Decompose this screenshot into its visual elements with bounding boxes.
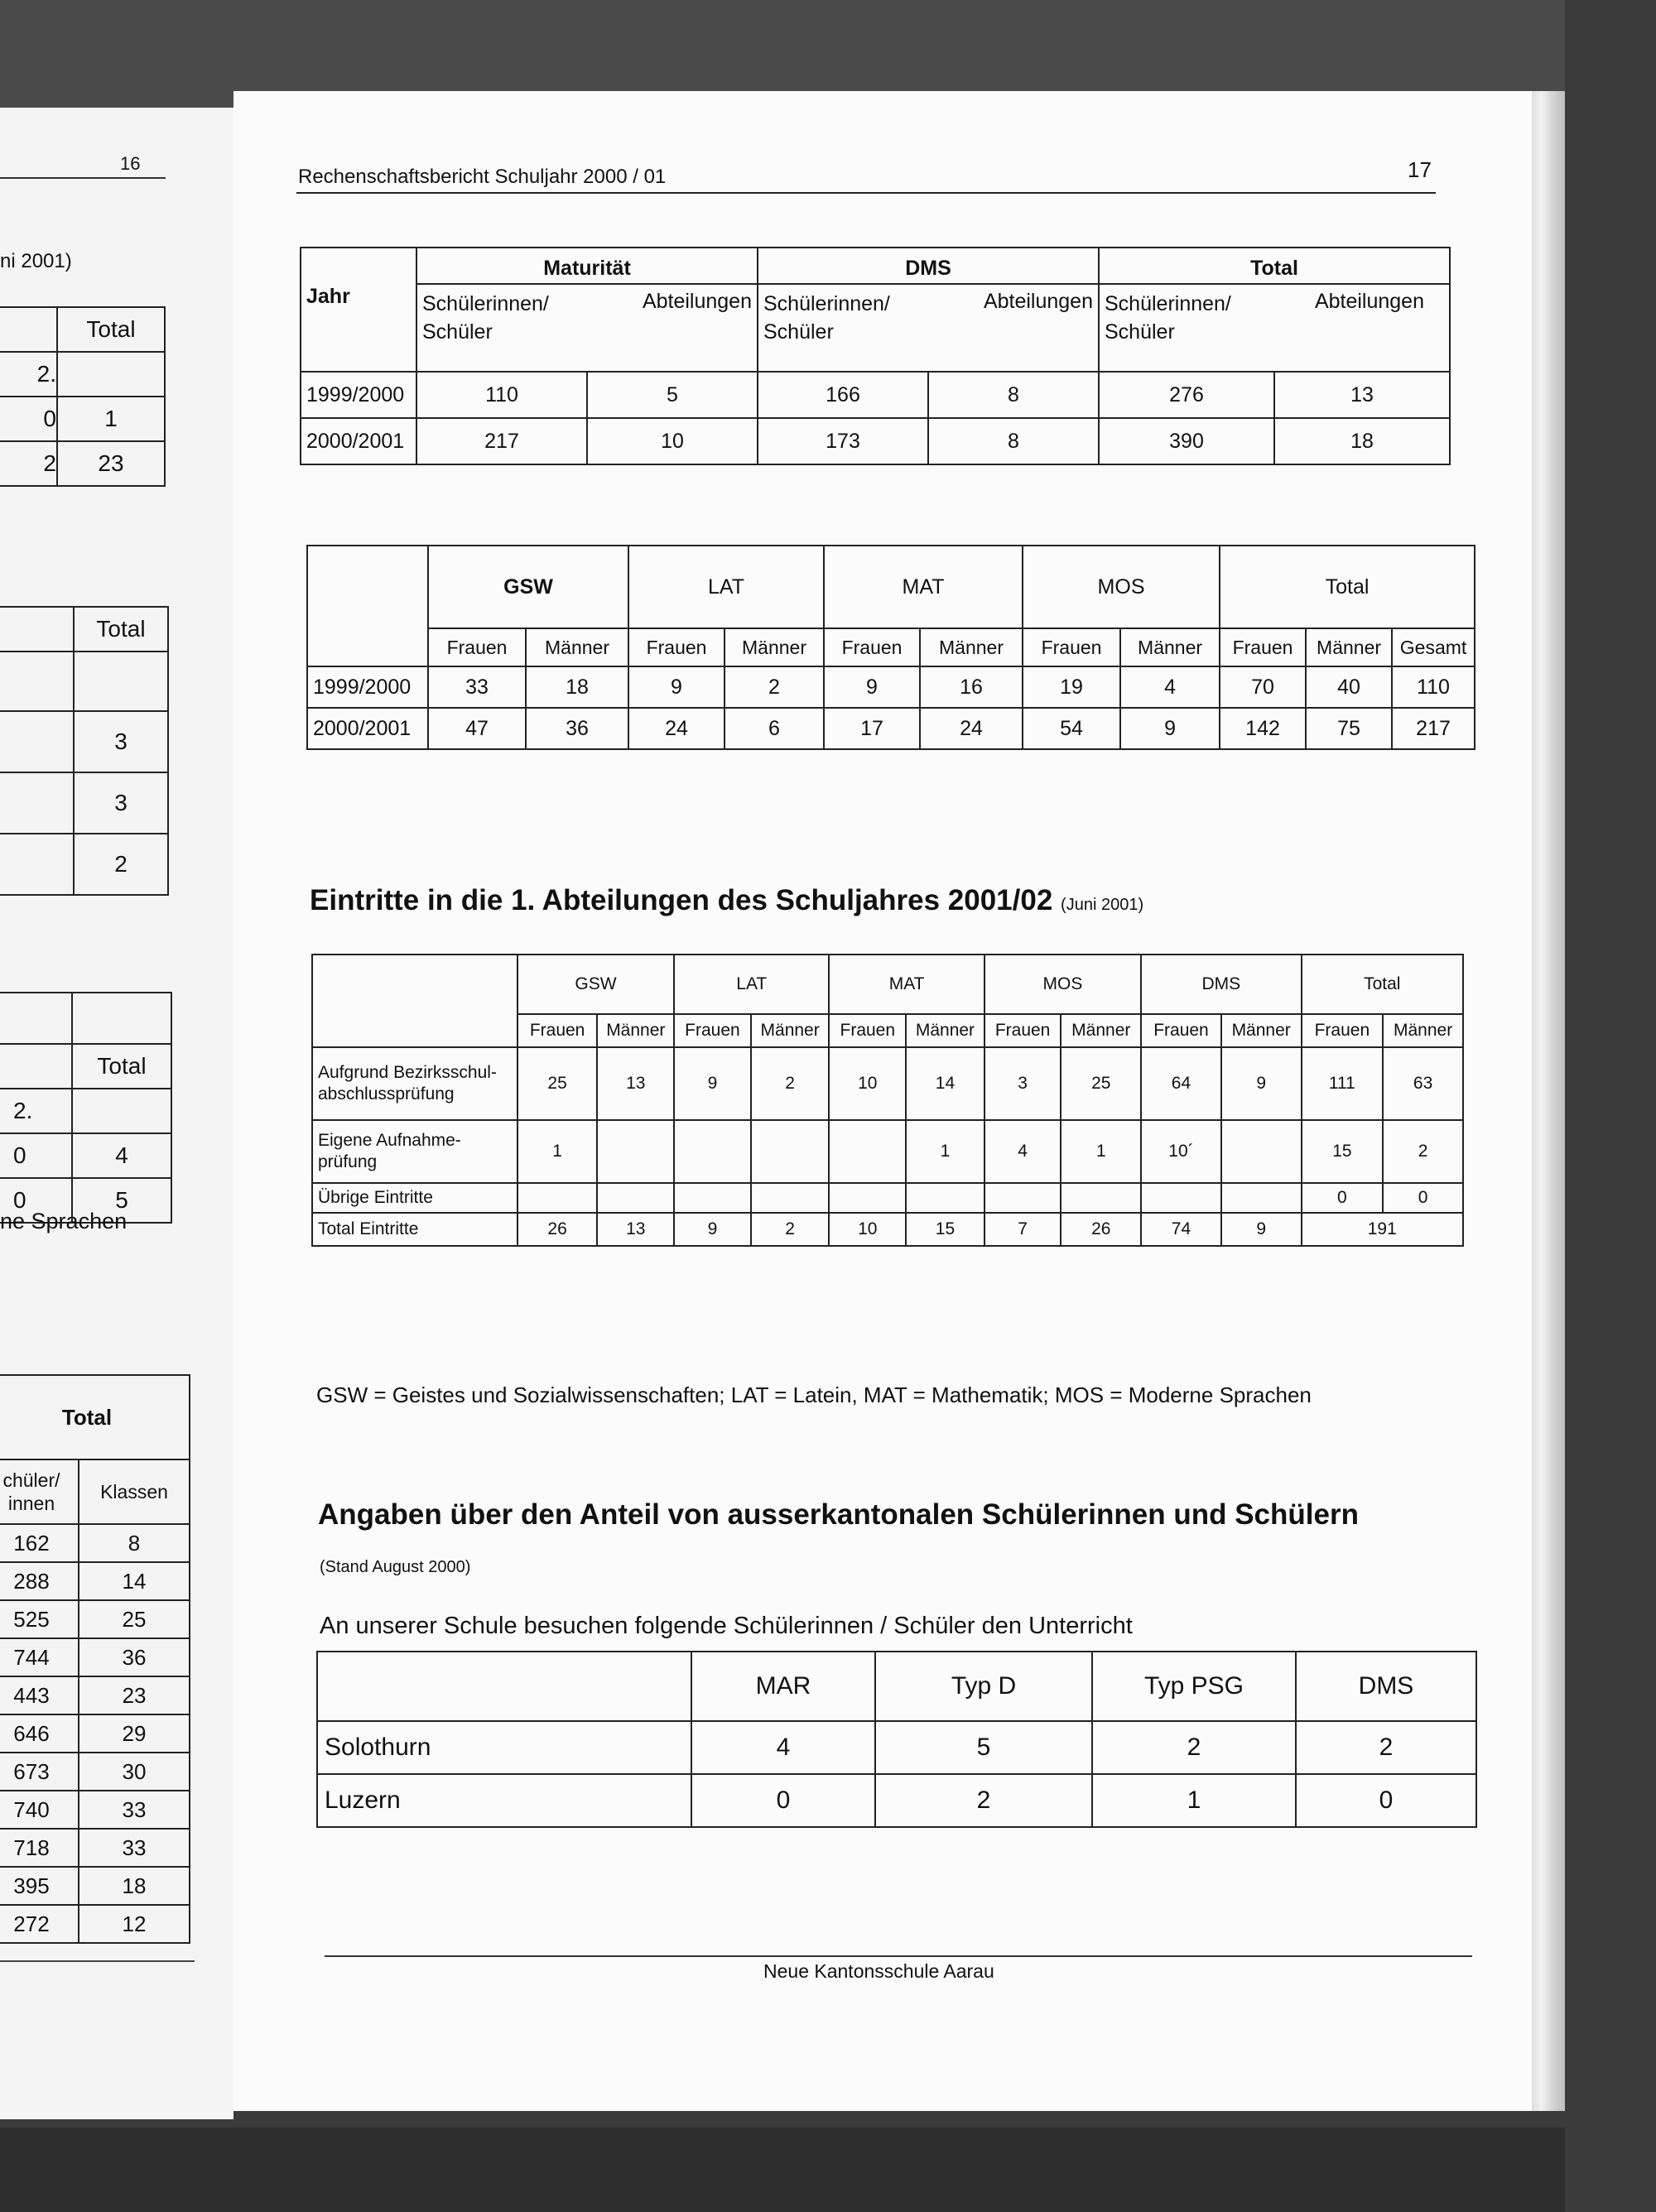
left-table-d: Total chüler/ innen Klassen 162 8 288 14 525 25 744 36 443 23 646 29 673 30 740 33 718 33 395 18 272 12 xyxy=(0,1374,190,1944)
row-label: Aufgrund Bezirksschul- abschlussprüfung xyxy=(312,1047,518,1120)
left-fragment-sprachen: ne Sprachen xyxy=(0,1209,128,1233)
table-row-total xyxy=(312,1213,1463,1246)
subhead-frauen: Frauen xyxy=(1141,1014,1221,1047)
cell: 10 xyxy=(587,418,758,464)
table2-corner xyxy=(307,546,428,666)
cell: 162 xyxy=(0,1524,79,1562)
cell: 24 xyxy=(920,708,1023,749)
group-gsw: GSW xyxy=(428,546,628,628)
table4-corner xyxy=(317,1652,691,1721)
cell: 166 xyxy=(758,372,928,418)
subhead-frauen: Frauen xyxy=(984,1014,1061,1047)
cell: 5 xyxy=(875,1721,1092,1774)
cell: 9 xyxy=(674,1047,751,1120)
table-row xyxy=(0,1600,190,1638)
cell: 70 xyxy=(1220,666,1306,708)
subhead-frauen: Frauen xyxy=(628,628,724,666)
cell: 25 xyxy=(518,1047,598,1120)
cell: 36 xyxy=(79,1638,190,1676)
row-label: Übrige Eintritte xyxy=(312,1183,518,1213)
cell xyxy=(829,1183,906,1213)
subhead-maenner: Männer xyxy=(597,1014,674,1047)
left-page xyxy=(0,108,233,2119)
cell: 2 xyxy=(1092,1721,1296,1774)
cell: 2 xyxy=(751,1213,830,1246)
cell xyxy=(1141,1183,1221,1213)
subhead-frauen: Frauen xyxy=(1302,1014,1384,1047)
subhead-frauen: Frauen xyxy=(1023,628,1120,666)
cell xyxy=(597,1183,674,1213)
cell: 111 xyxy=(1302,1047,1384,1120)
header-line xyxy=(296,192,1436,194)
row-year: 1999/2000 xyxy=(301,372,416,418)
cell: 13 xyxy=(597,1213,674,1246)
subhead-frauen: Frauen xyxy=(824,628,920,666)
cell: 9 xyxy=(674,1213,751,1246)
table-row xyxy=(307,708,1475,749)
cell: 0 xyxy=(1383,1183,1463,1213)
cell: 110 xyxy=(1392,666,1475,708)
cell: 25 xyxy=(79,1600,190,1638)
cell: 173 xyxy=(758,418,928,464)
cell xyxy=(829,1120,906,1183)
cell xyxy=(1061,1183,1141,1213)
left-page-number: 16 xyxy=(120,153,141,174)
group-total: Total xyxy=(1220,546,1475,628)
table3-corner xyxy=(312,955,518,1047)
cell-total: 191 xyxy=(1302,1213,1463,1246)
cell: 33 xyxy=(428,666,526,708)
table-row xyxy=(0,1676,190,1714)
cell xyxy=(751,1183,830,1213)
cell: 9 xyxy=(628,666,724,708)
header-title: Rechenschaftsbericht Schuljahr 2000 / 01 xyxy=(298,166,667,188)
table-row xyxy=(0,1562,190,1600)
group-lat: LAT xyxy=(628,546,824,628)
left-table-d-header: Total xyxy=(0,1375,190,1459)
cell: 443 xyxy=(0,1676,79,1714)
cell xyxy=(1221,1120,1302,1183)
cell: 9 xyxy=(1120,708,1220,749)
table-row xyxy=(0,1829,190,1867)
cell: 4 xyxy=(691,1721,875,1774)
left-table-c: Total 2. 0 4 0 5 xyxy=(0,992,172,1224)
subhead-frauen: Frauen xyxy=(674,1014,751,1047)
background-bottom xyxy=(0,2128,1656,2212)
cell: 33 xyxy=(79,1791,190,1829)
cell: 0 xyxy=(1302,1183,1384,1213)
left-fragment-date: ni 2001) xyxy=(0,250,72,272)
cell: 64 xyxy=(1141,1047,1221,1120)
page-edge xyxy=(1532,91,1565,2111)
subhead-maenner: Männer xyxy=(724,628,824,666)
cell: 10 xyxy=(829,1213,906,1246)
cell: 217 xyxy=(416,418,587,464)
subhead-gesamt: Gesamt xyxy=(1392,628,1475,666)
footer-line xyxy=(325,1955,1472,1957)
subhead-maenner: Männer xyxy=(1306,628,1392,666)
cell: 6 xyxy=(724,708,824,749)
table-row xyxy=(301,418,1450,464)
cell: 54 xyxy=(1023,708,1120,749)
intro-text: An unserer Schule besuchen folgende Schülerinnen / Schüler den Unterricht xyxy=(320,1613,1133,1639)
cell: 2 xyxy=(1383,1120,1463,1183)
cell: 30 xyxy=(79,1753,190,1791)
cell: 19 xyxy=(1023,666,1120,708)
cell: 7 xyxy=(984,1213,1061,1246)
cell: 1 xyxy=(518,1120,598,1183)
cell: 13 xyxy=(1274,372,1450,418)
cell xyxy=(674,1183,751,1213)
table-row xyxy=(0,1638,190,1676)
cell: 276 xyxy=(1099,372,1274,418)
subhead-frauen: Frauen xyxy=(1220,628,1306,666)
cell: 718 xyxy=(0,1829,79,1867)
cell xyxy=(751,1120,830,1183)
cell: 14 xyxy=(906,1047,984,1120)
left-header-line xyxy=(0,177,166,179)
cell: 24 xyxy=(628,708,724,749)
subhead-maenner: Männer xyxy=(1061,1014,1141,1047)
table-row xyxy=(0,1524,190,1562)
group-total: Total Schülerinnen/ Schüler Abteilungen xyxy=(1099,248,1450,372)
subhead-maenner: Männer xyxy=(906,1014,984,1047)
cell: 8 xyxy=(928,418,1099,464)
subhead-frauen: Frauen xyxy=(518,1014,598,1047)
section-eintritte-heading: Eintritte in die 1. Abteilungen des Schuljahres 2001/02 (Juni 2001) xyxy=(310,884,1144,916)
table-row xyxy=(0,1791,190,1829)
subhead-frauen: Frauen xyxy=(829,1014,906,1047)
cell: 17 xyxy=(824,708,920,749)
cell: 29 xyxy=(79,1714,190,1753)
cell: 15 xyxy=(1302,1120,1384,1183)
left-table-c-header: Total xyxy=(72,1044,171,1089)
table-row xyxy=(301,372,1450,418)
cell: 15 xyxy=(906,1213,984,1246)
cell: 740 xyxy=(0,1791,79,1829)
table-abteilungen-geschlecht xyxy=(306,545,1475,750)
cell: 40 xyxy=(1306,666,1392,708)
cell: 272 xyxy=(0,1905,79,1943)
cell: 47 xyxy=(428,708,526,749)
cell: 12 xyxy=(79,1905,190,1943)
page-number: 17 xyxy=(1408,157,1432,182)
cell: 33 xyxy=(79,1829,190,1867)
subhead-maenner: Männer xyxy=(1221,1014,1302,1047)
cell: 395 xyxy=(0,1867,79,1905)
table-row xyxy=(0,1867,190,1905)
table-row xyxy=(312,1183,1463,1213)
cell: 10´ xyxy=(1141,1120,1221,1183)
cell: 26 xyxy=(518,1213,598,1246)
cell: 5 xyxy=(587,372,758,418)
table-maturitaet-dms xyxy=(300,247,1451,465)
cell: 1 xyxy=(1061,1120,1141,1183)
group-mat: MAT xyxy=(824,546,1023,628)
group-maturitaet: Maturität Schülerinnen/ Schüler Abteilungen xyxy=(416,248,758,372)
subhead-maenner: Männer xyxy=(1383,1014,1463,1047)
cell: 2 xyxy=(751,1047,830,1120)
group-dms: DMS Schülerinnen/ Schüler Abteilungen xyxy=(758,248,1099,372)
cell: 23 xyxy=(79,1676,190,1714)
cell: 8 xyxy=(79,1524,190,1562)
cell: 1 xyxy=(906,1120,984,1183)
cell: 18 xyxy=(79,1867,190,1905)
cell: 646 xyxy=(0,1714,79,1753)
table-row xyxy=(307,666,1475,708)
left-table-a: Total 2. 0 1 2 23 xyxy=(0,306,166,487)
table-row xyxy=(317,1721,1476,1774)
col-jahr: Jahr xyxy=(301,248,416,372)
left-table-b-header: Total xyxy=(74,607,168,652)
subhead-frauen: Frauen xyxy=(428,628,526,666)
cell: 25 xyxy=(1061,1047,1141,1120)
cell: 390 xyxy=(1099,418,1274,464)
row-label: Eigene Aufnahme- prüfung xyxy=(312,1120,518,1183)
cell: 2 xyxy=(1296,1721,1476,1774)
cell: 13 xyxy=(597,1047,674,1120)
row-label: Solothurn xyxy=(317,1721,691,1774)
cell: 3 xyxy=(984,1047,1061,1120)
row-label: Total Eintritte xyxy=(312,1213,518,1246)
cell xyxy=(518,1183,598,1213)
table-eintritte: GSW LAT MAT MOS DMS Total Frauen Männer Frauen Männer Frauen Männer Frauen Männer Frauen Männer Frauen Männer Aufgrund Bezirksschul- abschlussprüfung 25 13 9 2 10 14 3 25 64 9 111 63 Eigene Aufnahme- prüfung 1 1 4 1 10´ 15 2 Übrige Eintritte 0 0 Total Eintritte 26 13 9 2 10 15 7 26 74 9 191 xyxy=(311,954,1464,1247)
section-ausserkantonal-heading: Angaben über den Anteil von ausserkantonalen Schülerinnen und Schülern xyxy=(318,1498,1359,1531)
cell: 217 xyxy=(1392,708,1475,749)
cell: 14 xyxy=(79,1562,190,1600)
section-ausserkantonal-date: (Stand August 2000) xyxy=(320,1558,471,1576)
cell: 74 xyxy=(1141,1213,1221,1246)
cell: 36 xyxy=(526,708,628,749)
row-label: Luzern xyxy=(317,1774,691,1827)
table-row xyxy=(0,1753,190,1791)
cell: 110 xyxy=(416,372,587,418)
cell: 525 xyxy=(0,1600,79,1638)
cell: 744 xyxy=(0,1638,79,1676)
footer-text: Neue Kantonsschule Aarau xyxy=(763,1960,994,1982)
table-row xyxy=(317,1774,1476,1827)
cell: 75 xyxy=(1306,708,1392,749)
cell xyxy=(674,1120,751,1183)
cell: 0 xyxy=(1296,1774,1476,1827)
cell: 1 xyxy=(1092,1774,1296,1827)
page xyxy=(233,91,1532,2111)
table-row xyxy=(312,1047,1463,1120)
cell: 2 xyxy=(875,1774,1092,1827)
cell: 4 xyxy=(1120,666,1220,708)
cell xyxy=(597,1120,674,1183)
subhead-maenner: Männer xyxy=(526,628,628,666)
row-year: 2000/2001 xyxy=(301,418,416,464)
table-ausserkantonal: MAR Typ D Typ PSG DMS Solothurn 4 5 2 2 Luzern 0 2 1 0 xyxy=(316,1651,1477,1828)
subhead-maenner: Männer xyxy=(751,1014,830,1047)
cell: 18 xyxy=(1274,418,1450,464)
row-year: 2000/2001 xyxy=(307,708,428,749)
legend-note: GSW = Geistes und Sozialwissenschaften; LAT = Latein, MAT = Mathematik; MOS = Moderne Sprachen xyxy=(316,1382,1312,1407)
cell xyxy=(984,1183,1061,1213)
cell: 9 xyxy=(1221,1047,1302,1120)
cell: 288 xyxy=(0,1562,79,1600)
cell: 2 xyxy=(724,666,824,708)
group-mos: MOS xyxy=(1023,546,1220,628)
left-table-b: Total 3 3 2 xyxy=(0,606,169,896)
cell: 4 xyxy=(984,1120,1061,1183)
subhead-maenner: Männer xyxy=(1120,628,1220,666)
row-year: 1999/2000 xyxy=(307,666,428,708)
cell: 18 xyxy=(526,666,628,708)
left-footer-line xyxy=(0,1960,195,1962)
table-row xyxy=(0,1714,190,1753)
cell: 16 xyxy=(920,666,1023,708)
cell: 10 xyxy=(829,1047,906,1120)
left-table-a-header: Total xyxy=(57,307,165,352)
background-right xyxy=(1565,0,1656,2212)
cell: 673 xyxy=(0,1753,79,1791)
table-row xyxy=(312,1120,1463,1183)
cell: 0 xyxy=(691,1774,875,1827)
cell xyxy=(1221,1183,1302,1213)
subhead-maenner: Männer xyxy=(920,628,1023,666)
cell: 9 xyxy=(824,666,920,708)
table-row xyxy=(0,1905,190,1943)
cell xyxy=(906,1183,984,1213)
cell: 9 xyxy=(1221,1213,1302,1246)
cell: 26 xyxy=(1061,1213,1141,1246)
cell: 8 xyxy=(928,372,1099,418)
cell: 142 xyxy=(1220,708,1306,749)
cell: 63 xyxy=(1383,1047,1463,1120)
